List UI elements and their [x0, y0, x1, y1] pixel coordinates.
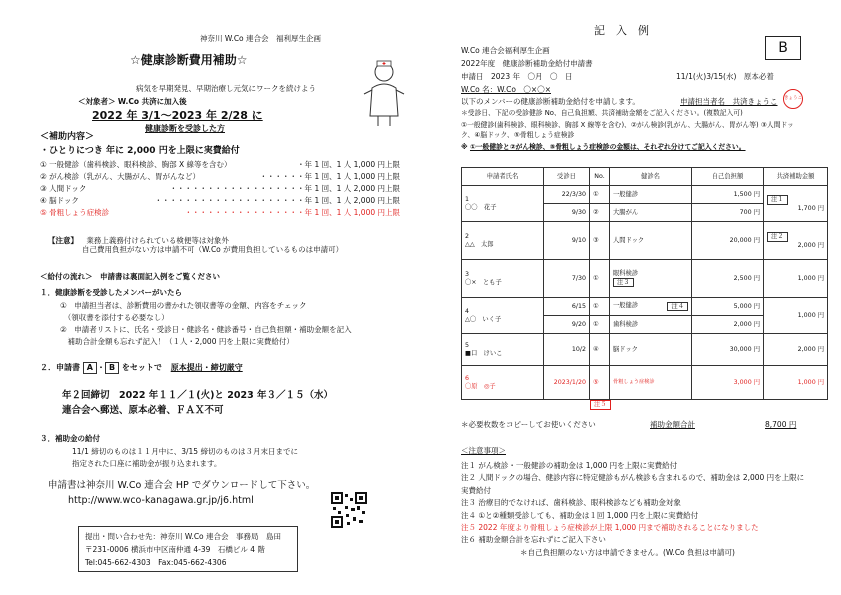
caution-heading: ＜注意事項＞: [461, 446, 506, 455]
caution-item: 注６ 補助金額合計を忘れずにご記入下さい: [461, 535, 606, 545]
form-title: 2022年度 健康診断補助金給付申請書: [461, 59, 593, 68]
qr-code-image: [331, 492, 367, 528]
exam-name: 人間ドック: [610, 222, 692, 260]
exam-name: 歯科検診: [610, 316, 692, 334]
aid-amount: 2,000 円: [797, 241, 824, 249]
form-b-chip: B: [105, 362, 119, 374]
caution-item: 注３ 治療目的でなければ、歯科検診、眼科検診なども補助金対象: [461, 498, 681, 508]
benefit-name: 骨粗しょう症検診: [49, 208, 110, 217]
aid-amount: 1,000 円: [764, 298, 828, 334]
copy-note: ＊必要枚数をコピーしてお使いください: [461, 420, 596, 429]
exam-no: ①: [590, 260, 610, 298]
exam-name-text: 眼科検診: [613, 269, 639, 277]
flow3-lines: [72, 446, 298, 470]
caution-list: [461, 460, 811, 547]
exam-date: 22/3/30: [544, 186, 590, 204]
row-number: 4: [465, 307, 470, 315]
benefit-limit: ・・・・・・・・・・・・・・・・年 1 回、1 人 1,000 円上限: [184, 208, 400, 217]
benefit-name: 人間ドック: [49, 184, 87, 193]
note-c-text: ①一般健診と②がん検診、⑤骨粗しょう症検診の金額は、それぞれ分けてご記入ください。: [469, 143, 746, 151]
exam-name: [610, 298, 692, 316]
contact-box: [78, 526, 298, 572]
benefit-no: ⑤: [40, 208, 47, 217]
col-date: 受診日: [544, 168, 590, 186]
form-a-chip: A: [83, 362, 97, 374]
col-exam: 健診名: [610, 168, 692, 186]
flow2-prefix: ２．申請書: [40, 363, 80, 372]
benefit-no: ④: [40, 196, 47, 205]
flow1-line: ① 申請担当者は、診断費用の書かれた領収書等の金額、内容をチェック: [60, 301, 307, 310]
benefit-limit: ・・・・・・年 1 回、1 人 1,000 円上限: [259, 172, 400, 181]
note-ref-5: 注５: [590, 400, 611, 410]
exam-date: 6/15: [544, 298, 590, 316]
applicant-cell: [462, 298, 544, 334]
aid-cell: [764, 222, 828, 260]
deadline-note: 11/1(火)3/15(水) 原本必着: [676, 72, 774, 81]
table-row: [462, 298, 828, 316]
applicant-name: ■口 けいこ: [465, 349, 503, 357]
total-label: 補助金額合計: [650, 420, 695, 429]
table-row: [462, 366, 828, 400]
row-number: 2: [465, 232, 470, 240]
tagline: 病気を早期発見、早期治療し元気にワークを続けよう: [136, 84, 316, 93]
col-aid: 共済補助金額: [764, 168, 828, 186]
flow1-line: （領収書を添付する必要なし）: [60, 313, 169, 322]
note-ref: 注４: [667, 302, 688, 312]
exam-date: 7/30: [544, 260, 590, 298]
exam-no: ①: [590, 316, 610, 334]
flow1-lines: [60, 300, 352, 348]
form-note-c: [461, 143, 746, 151]
row-number: 5: [465, 341, 470, 349]
benefit-item: [40, 160, 400, 172]
content-heading: ＜補助内容＞: [40, 132, 95, 142]
applicant-cell: [462, 222, 544, 260]
exam-date: 9/30: [544, 204, 590, 222]
benefit-limit: ・年 1 回、1 人 1,000 円上限: [297, 160, 400, 169]
applicant-cell: [462, 260, 544, 298]
self-pay: 3,000 円: [692, 366, 764, 400]
benefit-name: 脳ドック: [49, 196, 79, 205]
flow3-title: ３．補助金の給付: [40, 434, 100, 443]
benefit-item: [40, 172, 400, 184]
exam-name-text: 骨粗しょう症検診: [613, 379, 655, 386]
left-page: [0, 0, 420, 595]
flow1-title: １．健康診断を受診したメンバーがいたら: [40, 288, 182, 297]
seal-stamp: [783, 89, 803, 109]
contact-line: Tel:045-662-4303 Fax:045-662-4306: [85, 558, 227, 567]
table-header-row: [462, 168, 828, 186]
deadline-line: 年２回締切 2022 年１１／１(火)と 2023 年３／１５（水）: [62, 390, 333, 401]
self-pay: 1,500 円: [692, 186, 764, 204]
flow2-mid: をセットで: [121, 363, 162, 372]
applicant-name: 〇原 ◎子: [465, 382, 496, 390]
benefit-name: がん検診（乳がん、大腸がん、胃がんなど）: [49, 172, 201, 181]
exam-date: 2023/1/20: [544, 366, 590, 400]
target-label: ＜対象者＞: [78, 97, 116, 106]
note-c-mark: ※: [461, 143, 468, 151]
flow-heading: ＜給付の流れ＞ 申請書は裏面記入例をご覧ください: [40, 272, 220, 281]
page-title: ☆健康診断費用補助☆: [130, 53, 248, 67]
period-band: [92, 109, 263, 123]
benefit-no: ③: [40, 184, 47, 193]
lead-text: 以下のメンバーの健康診断補助金給付を申請します。: [461, 97, 640, 106]
contact-line: 〒231-0006 横浜市中区南仲通 4-39 石橋ビル 4 階: [85, 545, 265, 554]
note-label: 【注意】: [48, 236, 78, 245]
exam-no-text: ⑤: [593, 378, 599, 386]
benefit-item: [40, 184, 400, 196]
exam-no: ②: [590, 204, 610, 222]
exam-date: 9/10: [544, 222, 590, 260]
member-name: W.Co 名：W.Co 〇×〇×: [461, 85, 551, 94]
flow2-line: ２．申請書 A ・ B をセットで 原本提出・締切厳守: [40, 363, 243, 372]
aid-amount: 1,000 円: [764, 260, 828, 298]
seal-text: きょうこ: [784, 96, 802, 101]
apply-date: 申請日 2023 年 〇月 〇 日: [461, 72, 573, 81]
flow3-line: 指定された口座に補助金が振り込まれます。: [72, 459, 222, 468]
example-label: 記 入 例: [594, 24, 649, 37]
applicant-name: △△ 太郎: [465, 240, 494, 248]
applicant-cell: [462, 334, 544, 366]
total-value: 8,700 円: [765, 420, 797, 429]
benefit-list: [40, 160, 400, 220]
period-text: 2022 年 3/1〜2023 年 2/28 に: [92, 109, 263, 122]
applicant-name: △〇 いく子: [465, 315, 502, 323]
note-block: [48, 236, 343, 255]
flow1-line: ② 申請者リストに、氏名・受診日・健診名・健診番号・自己負担額・補助金額を記入: [60, 325, 352, 334]
person-label: 申請担当者名 共済きょうこ: [680, 97, 778, 106]
applicant-cell: [462, 366, 544, 400]
self-pay: 20,000 円: [692, 222, 764, 260]
benefit-limit: ・・・・・・・・・・・・・・・・・・・・年 1 回、1 人 2,000 円上限: [154, 196, 400, 205]
download-url[interactable]: http://www.wco-kanagawa.gr.jp/j6.html: [68, 495, 254, 506]
benefit-no: ①: [40, 160, 47, 169]
application-table: [461, 167, 828, 400]
aid-amount: 1,700 円: [797, 204, 824, 212]
flow3-line: 11/1 締切のものは１１月中に、3/15 締切のものは３月末日までに: [72, 447, 298, 456]
self-pay: 5,000 円: [692, 298, 764, 316]
exam-no: ①: [590, 186, 610, 204]
benefit-name: 一般健診（歯科検診、眼科検診、胸部 X 線等を含む）: [49, 160, 232, 169]
contact-line: 提出・問い合わせ先：神奈川 W.Co 連合会 事務局 島田: [85, 532, 282, 541]
exam-name: 大腸がん: [610, 204, 692, 222]
self-pay: 2,000 円: [692, 316, 764, 334]
exam-no: [590, 366, 610, 400]
applicant-name: 〇× とも子: [465, 278, 502, 286]
exam-date: 10/2: [544, 334, 590, 366]
note-line: 自己費用負担がない方は申請不可（W.Co が費用負担しているものは申請可）: [82, 245, 344, 255]
download-line: 申請書は神奈川 W.Co 連合会 HP でダウンロードして下さい。: [48, 480, 316, 491]
flow2-tail: 原本提出・締切厳守: [170, 363, 243, 372]
caution-item: 注４ ①と②種類受診しても、補助金は１回 1,000 円を上限に実費給付: [461, 510, 699, 520]
benefit-item: [40, 196, 400, 208]
table-row: [462, 222, 828, 260]
exam-no: ①: [590, 298, 610, 316]
exam-no: ③: [590, 222, 610, 260]
caution-item: 注５ 2022 年度より骨粗しょう症検診が上限 1,000 円まで補助されることになりました: [461, 523, 759, 533]
deadline-sub: 連合会へ郵送、原本必着、ＦＡＸ不可: [62, 405, 224, 416]
nurse-illustration: [360, 58, 408, 128]
row-number: 6: [465, 374, 470, 382]
caution-item: 注１ がん検診・一般健診の補助金は 1,000 円を上限に実費給付: [461, 461, 678, 470]
exam-name-text: 一般健診: [613, 301, 639, 309]
note-ref: 注３: [613, 278, 634, 288]
target-text: W.Co 共済に加入後: [117, 97, 187, 106]
form-note-b: ①一般健診(歯科検診、眼科検診、胸部 X 線等を含む)、②がん検診(乳がん、大腸がん、胃がん等) ③人間ドック、④脳ドック、⑤骨粗しょう症検診: [461, 121, 794, 139]
col-self: 自己負担額: [692, 168, 764, 186]
header-org: 神奈川 W.Co 連合会 福利厚生企画: [200, 34, 322, 43]
applicant-name: 〇〇 花子: [465, 203, 497, 211]
row-number: 1: [465, 195, 470, 203]
note-ref: 注２: [767, 232, 788, 242]
col-name: 申請者氏名: [462, 168, 544, 186]
target-line: [78, 97, 187, 106]
exam-name: 脳ドック: [610, 334, 692, 366]
exam-date: 9/20: [544, 316, 590, 334]
exam-name: [610, 260, 692, 298]
benefit-limit: ・・・・・・・・・・・・・・・・・・年 1 回、1 人 2,000 円上限: [169, 184, 400, 193]
self-pay: 2,500 円: [692, 260, 764, 298]
aid-amount: 1,000 円: [764, 366, 828, 400]
exam-name: 一般健診: [610, 186, 692, 204]
table-row: [462, 260, 828, 298]
aid-amount: 2,000 円: [764, 334, 828, 366]
applicant-cell: [462, 186, 544, 222]
row-number: 3: [465, 270, 470, 278]
form-b-box: B: [765, 36, 801, 60]
benefit-no: ②: [40, 172, 47, 181]
benefit-item: [40, 208, 400, 220]
table-row: [462, 334, 828, 366]
form-org: W.Co 連合会福利厚生企画: [461, 46, 550, 55]
form-note-a: ＊受診日、下記の受診健診 No、自己負担額、共済補助金額をご記入ください。(複数記入可): [461, 109, 743, 117]
table-row: [462, 186, 828, 204]
exam-name: [610, 366, 692, 400]
after-text: 健康診断を受診した方: [145, 124, 225, 133]
aid-cell: [764, 186, 828, 222]
col-no: No.: [590, 168, 610, 186]
note-ref: 注１: [767, 195, 788, 205]
final-note: ＊自己負担額のない方は申請できません。(W.Co 負担は申請可): [520, 548, 735, 557]
self-pay: 700 円: [692, 204, 764, 222]
self-pay: 30,000 円: [692, 334, 764, 366]
flow1-line: 補助合計金額も忘れず記入！（１人・2,000 円を上限に実費給付）: [60, 337, 294, 346]
per-person-line: ・ひとりにつき 年に 2,000 円を上限に実費給付: [40, 146, 240, 156]
caution-item: 注２ 人間ドックの場合、健診内容に特定健診もがん検診も含まれるので、補助金は 2,000 円を上限に実費給付: [461, 473, 805, 495]
note-line: 業務上義務付けられている検便等は対象外: [86, 236, 229, 245]
exam-no: ④: [590, 334, 610, 366]
